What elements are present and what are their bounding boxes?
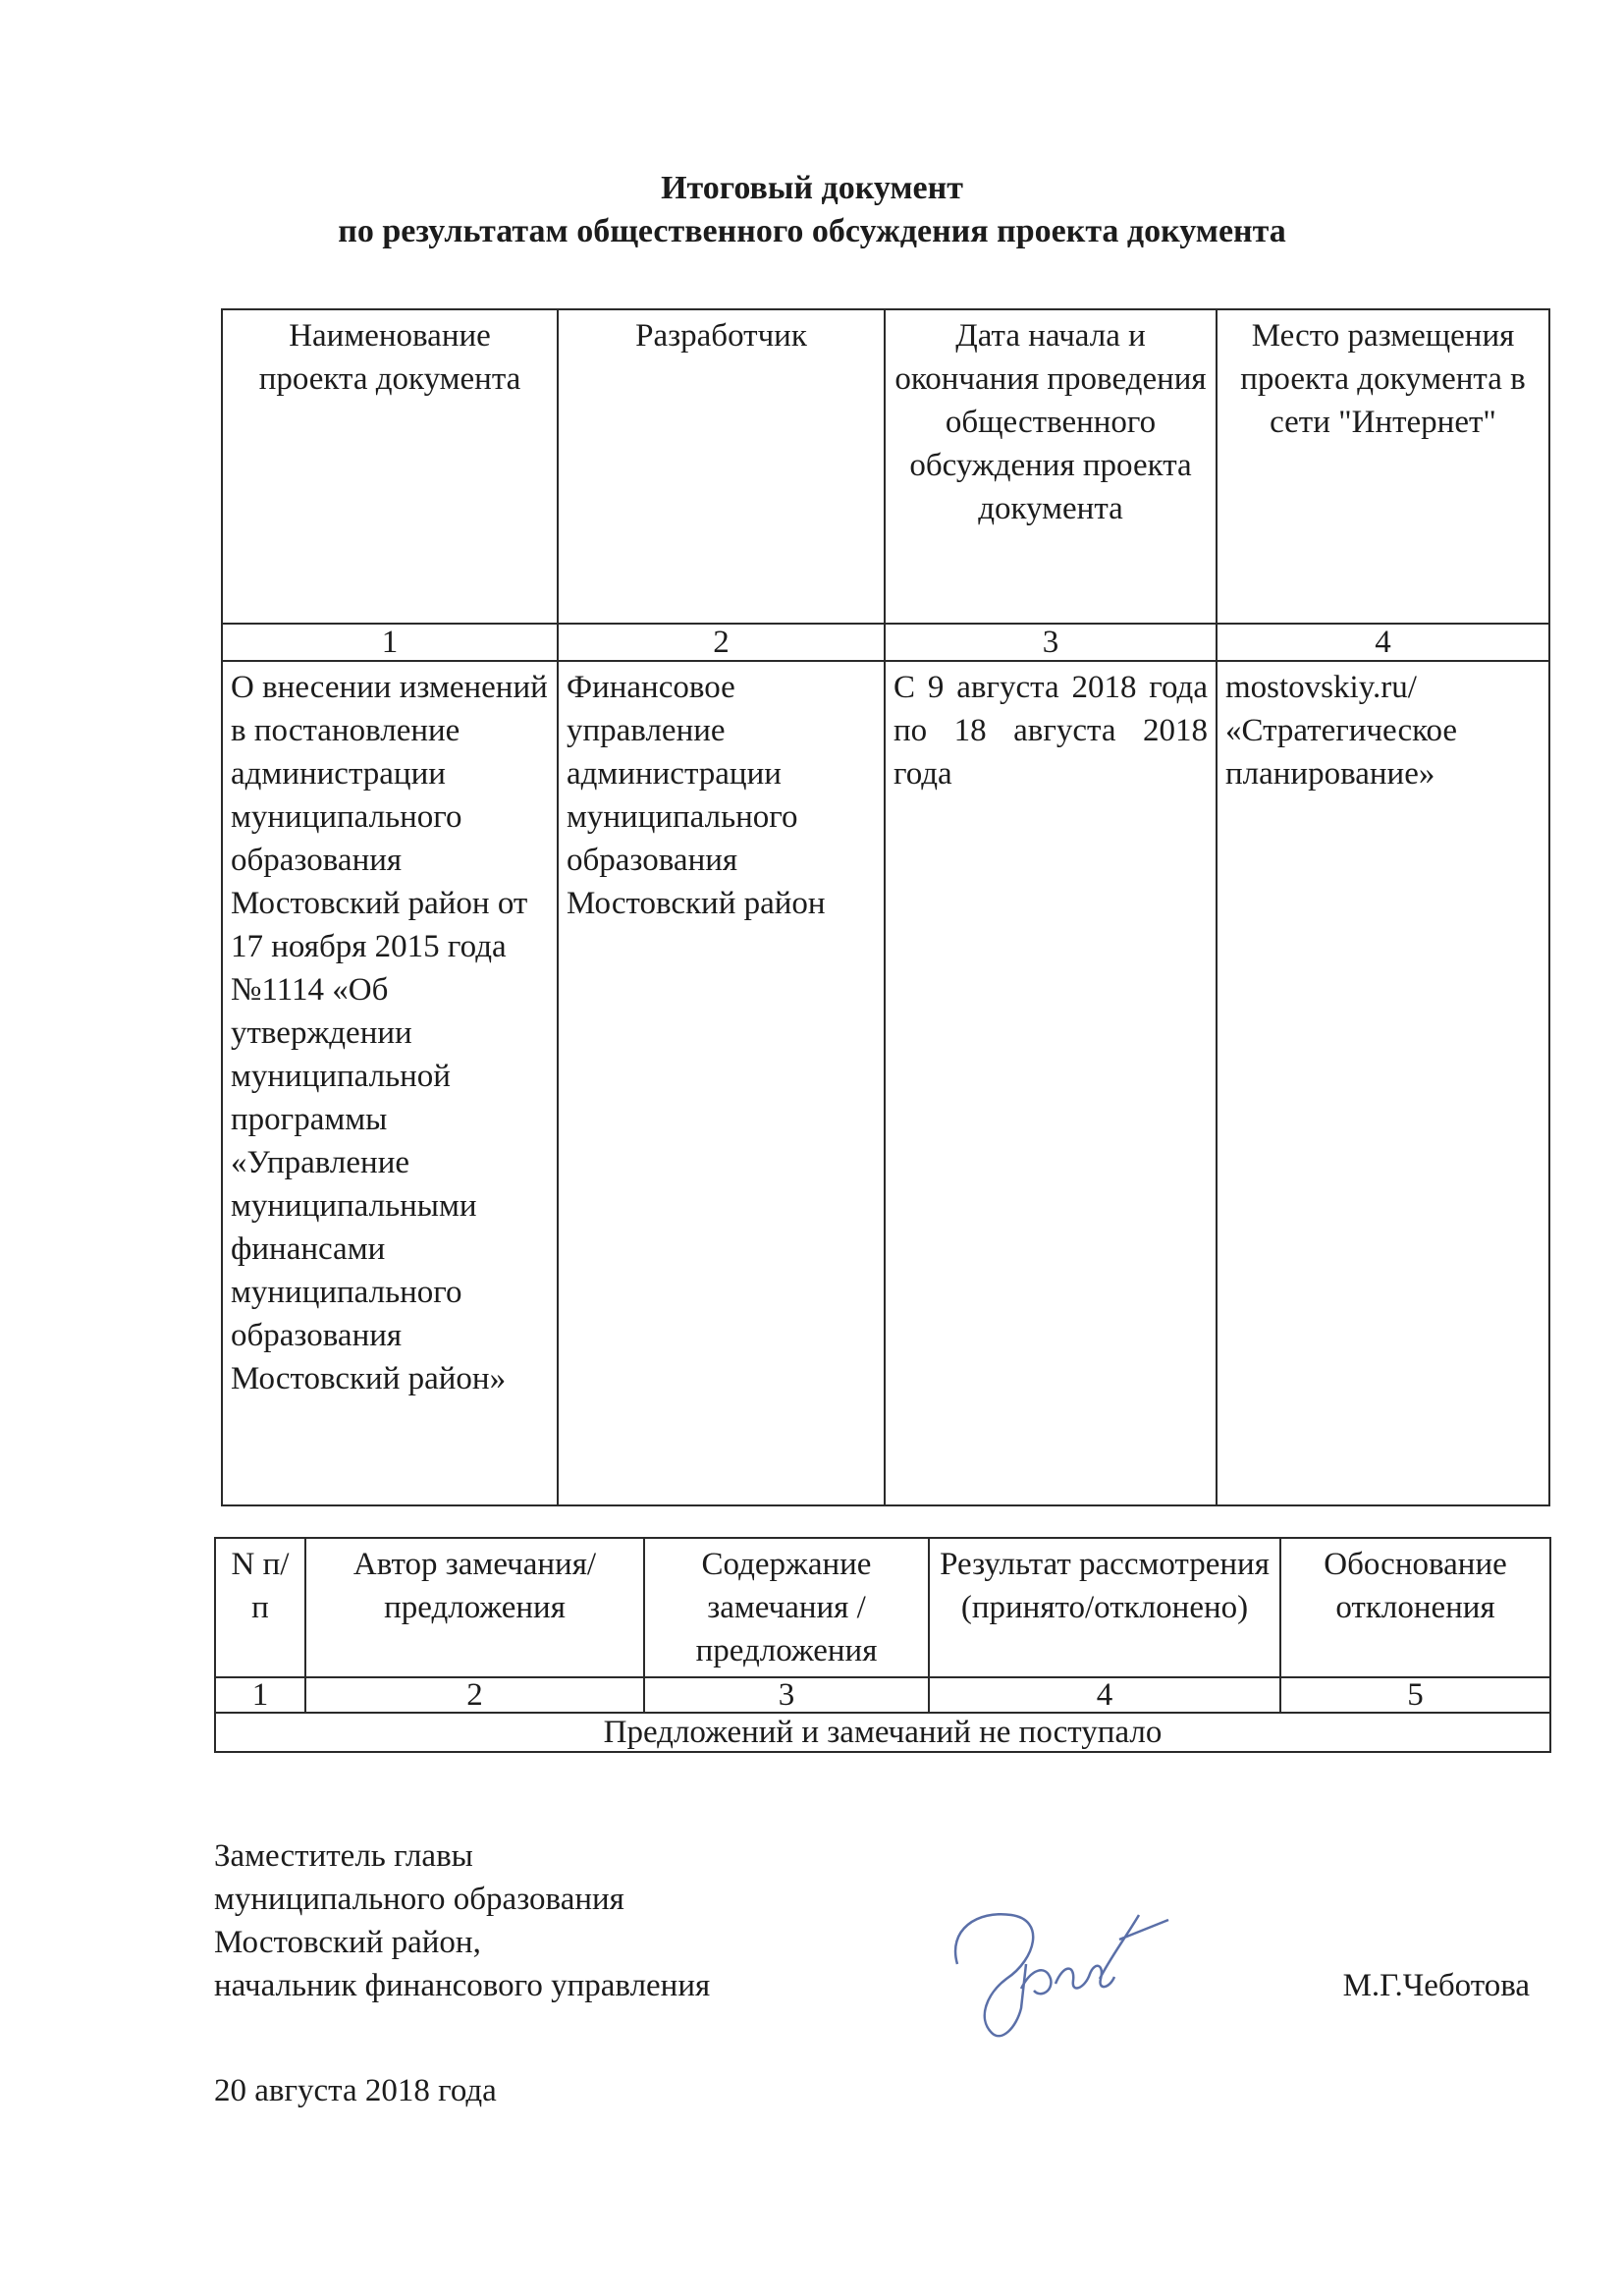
column-number: 2 bbox=[558, 624, 885, 661]
signer-position-line: муниципального образования bbox=[214, 1882, 624, 1917]
signer-position-line: начальник финансового управления bbox=[214, 1968, 711, 2003]
page-title bbox=[0, 167, 1624, 253]
dates-cell: С 9 августа 2018 года по 18 августа 2018 года bbox=[885, 661, 1217, 1505]
table-header-row bbox=[215, 1538, 1550, 1677]
table-number-row bbox=[222, 624, 1549, 661]
signer-position-line: Заместитель главы bbox=[214, 1838, 473, 1874]
developer-cell: Финансовое управление администрации муниципального образования Мостовский район bbox=[558, 661, 885, 1505]
header-cell-developer: Разработчик bbox=[558, 309, 885, 624]
column-number: 1 bbox=[222, 624, 558, 661]
column-number: 3 bbox=[644, 1677, 929, 1713]
place-cell: mostovskiy.ru/ «Стратегическое планирование» bbox=[1217, 661, 1549, 1505]
table-header-row bbox=[222, 309, 1549, 624]
header-cell-place: Место размещения проекта документа в сети "Интернет" bbox=[1217, 309, 1549, 624]
header-cell-dates: Дата начала и окончания проведения общественного обсуждения проекта документа bbox=[885, 309, 1217, 624]
column-number: 4 bbox=[1217, 624, 1549, 661]
column-number: 3 bbox=[885, 624, 1217, 661]
empty-message: Предложений и замечаний не поступало bbox=[215, 1713, 1550, 1752]
header-cell-content: Содержание замечания / предложения bbox=[644, 1538, 929, 1677]
column-number: 4 bbox=[929, 1677, 1280, 1713]
handwritten-signature bbox=[918, 1871, 1173, 2057]
table-number-row bbox=[215, 1677, 1550, 1713]
column-number: 2 bbox=[305, 1677, 644, 1713]
title-line-2: по результатам общественного обсуждения проекта документа bbox=[338, 213, 1286, 249]
header-cell-name: Наименование проекта документа bbox=[222, 309, 558, 624]
signer-position-line: Мостовский район, bbox=[214, 1925, 481, 1960]
comments-table bbox=[214, 1537, 1551, 1753]
header-cell-justification: Обоснование отклонения bbox=[1280, 1538, 1550, 1677]
signer-name: М.Г.Чеботова bbox=[1342, 1968, 1530, 2003]
empty-message-row bbox=[215, 1713, 1550, 1752]
table-row bbox=[222, 661, 1549, 1505]
header-cell-result: Результат рассмотрения (принято/отклонено) bbox=[929, 1538, 1280, 1677]
header-cell-author: Автор замечания/ предложения bbox=[305, 1538, 644, 1677]
column-number: 5 bbox=[1280, 1677, 1550, 1713]
document-name-cell: О внесении изменений в постановление администрации муниципального образования Мостовский район от 17 ноября 2015 года №1114 «Об утверждении муниципальной программы «Управление муниципальными финансами муниципального образования Мостовский район» bbox=[222, 661, 558, 1505]
signature-block bbox=[214, 1834, 1530, 2007]
document-date: 20 августа 2018 года bbox=[214, 2073, 497, 2108]
project-info-table bbox=[221, 308, 1550, 1506]
header-cell-number: N п/п bbox=[215, 1538, 305, 1677]
title-line-1: Итоговый документ bbox=[661, 170, 963, 206]
column-number: 1 bbox=[215, 1677, 305, 1713]
